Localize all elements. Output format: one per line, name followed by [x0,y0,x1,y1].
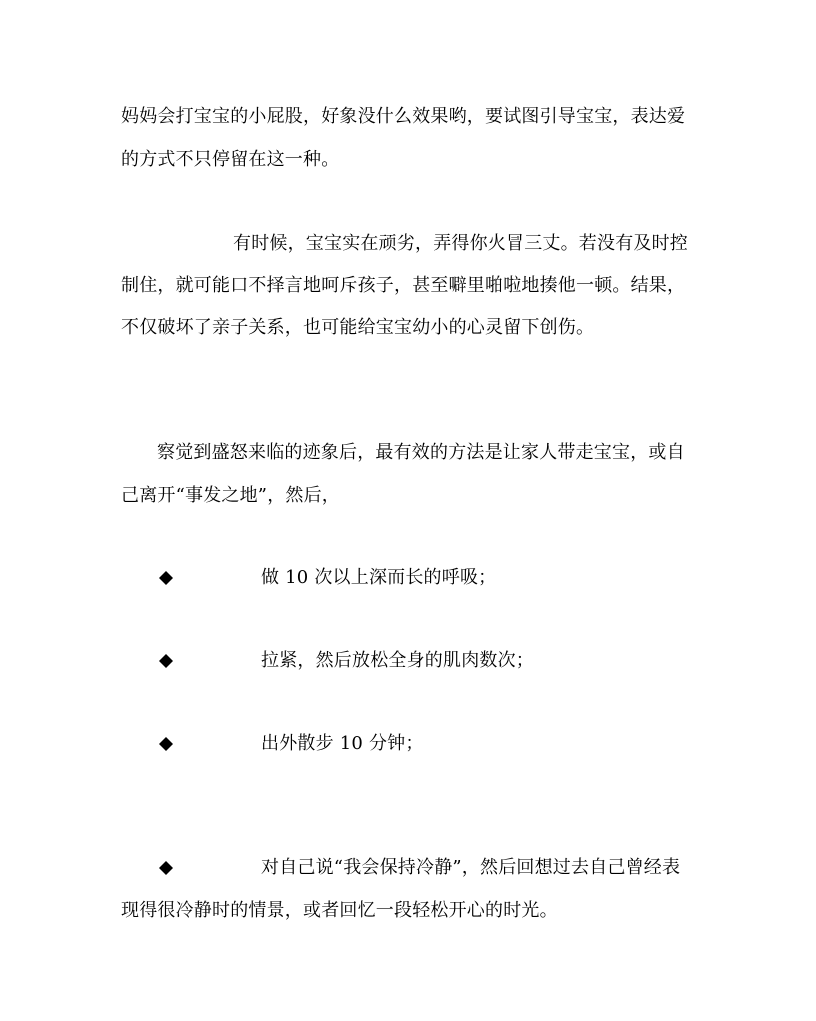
paragraph-2-line-1: 有时候，宝宝实在顽劣，弄得你火冒三丈。若没有及时控 [233,233,688,254]
diamond-bullet-icon [158,856,174,880]
paragraph-2-line-2: 制住，就可能口不择言地呵斥孩子，甚至噼里啪啦地揍他一顿。结果， [121,275,686,296]
bullet-item [0,649,816,673]
bullet-text: 对自己说“我会保持冷静”，然后回想过去自己曾经表 [261,857,681,878]
bullet-item [0,566,816,590]
bullet-text: 拉紧，然后放松全身的肌肉数次； [261,650,534,671]
paragraph-2-line-3: 不仅破坏了亲子关系，也可能给宝宝幼小的心灵留下创伤。 [121,317,595,338]
diamond-bullet-icon [158,732,174,756]
paragraph-1-line-2: 的方式不只停留在这一种。 [121,149,340,170]
bullet-text: 出外散步 10 分钟； [261,733,424,754]
diamond-bullet-icon [158,566,174,590]
paragraph-1-line-1: 妈妈会打宝宝的小屁股，好象没什么效果哟，要试图引导宝宝，表达爱 [121,106,686,127]
bullet-item [0,732,816,756]
bullet-text: 做 10 次以上深而长的呼吸； [261,567,497,588]
bullet-continuation: 现得很冷静时的情景，或者回忆一段轻松开心的时光。 [121,900,558,921]
bullet-item [0,856,816,880]
paragraph-3-line-1: 察觉到盛怒来临的迹象后，最有效的方法是让家人带走宝宝，或自 [157,442,685,463]
paragraph-3-line-2: 己离开“事发之地”，然后， [121,485,341,506]
diamond-bullet-icon [158,649,174,673]
